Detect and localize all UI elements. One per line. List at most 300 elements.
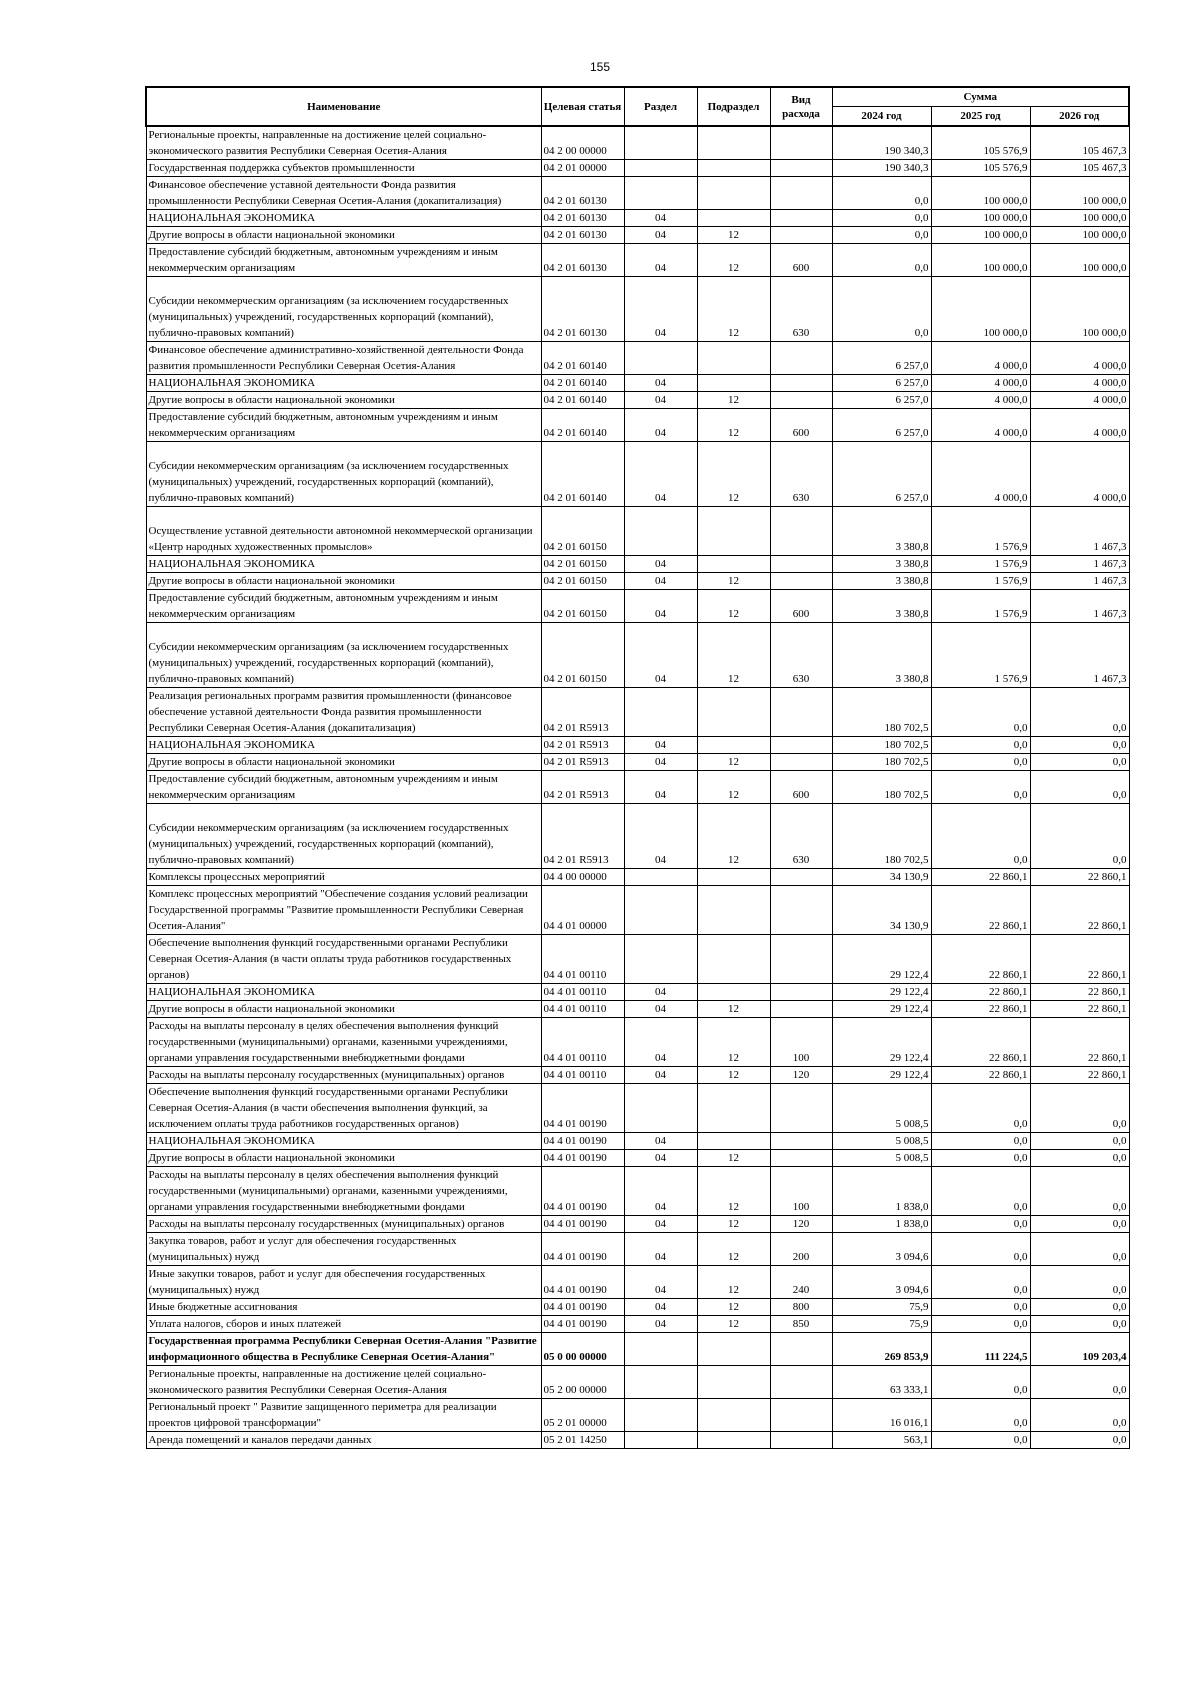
row-subsection: 12 (697, 1150, 770, 1167)
row-sum-2024: 34 130,9 (832, 869, 931, 886)
row-sum-2026: 0,0 (1030, 1366, 1129, 1399)
row-code: 04 4 01 00110 (541, 935, 624, 984)
row-subsection (697, 556, 770, 573)
row-section: 04 (624, 804, 697, 869)
header-subsection: Подраздел (697, 87, 770, 126)
row-name: Уплата налогов, сборов и иных платежей (146, 1316, 541, 1333)
row-type (770, 177, 832, 210)
row-sum-2024: 75,9 (832, 1316, 931, 1333)
row-code: 04 2 01 00000 (541, 160, 624, 177)
row-code: 04 4 01 00190 (541, 1084, 624, 1133)
row-name: Предоставление субсидий бюджетным, автономным учреждениям и иным некоммерческим организациям (146, 409, 541, 442)
row-sum-2026: 0,0 (1030, 804, 1129, 869)
row-name: Предоставление субсидий бюджетным, автономным учреждениям и иным некоммерческим организациям (146, 771, 541, 804)
row-sum-2026: 1 467,3 (1030, 556, 1129, 573)
row-type (770, 556, 832, 573)
row-subsection: 12 (697, 1216, 770, 1233)
table-row (146, 1216, 1129, 1233)
row-type (770, 737, 832, 754)
row-type (770, 1333, 832, 1366)
row-section (624, 688, 697, 737)
row-name: Расходы на выплаты персоналу государственных (муниципальных) органов (146, 1216, 541, 1233)
row-type (770, 392, 832, 409)
row-sum-2024: 180 702,5 (832, 737, 931, 754)
row-sum-2026: 22 860,1 (1030, 1018, 1129, 1067)
row-code: 04 4 01 00190 (541, 1299, 624, 1316)
row-name: Предоставление субсидий бюджетным, автономным учреждениям и иным некоммерческим организациям (146, 590, 541, 623)
row-code: 05 2 00 00000 (541, 1366, 624, 1399)
row-name: НАЦИОНАЛЬНАЯ ЭКОНОМИКА (146, 1133, 541, 1150)
row-sum-2026: 0,0 (1030, 754, 1129, 771)
row-name: Предоставление субсидий бюджетным, автономным учреждениям и иным некоммерческим организациям (146, 244, 541, 277)
row-sum-2025: 4 000,0 (931, 392, 1030, 409)
row-sum-2026: 22 860,1 (1030, 886, 1129, 935)
row-sum-2026: 105 467,3 (1030, 126, 1129, 160)
row-type: 120 (770, 1216, 832, 1233)
row-section: 04 (624, 573, 697, 590)
row-type (770, 507, 832, 556)
row-code: 05 2 01 14250 (541, 1432, 624, 1449)
row-sum-2024: 3 380,8 (832, 507, 931, 556)
row-section: 04 (624, 375, 697, 392)
row-type (770, 1001, 832, 1018)
row-type (770, 1366, 832, 1399)
row-subsection (697, 984, 770, 1001)
row-sum-2024: 180 702,5 (832, 804, 931, 869)
row-sum-2025: 22 860,1 (931, 886, 1030, 935)
row-code: 04 2 01 60150 (541, 507, 624, 556)
table-row (146, 1266, 1129, 1299)
row-type (770, 1084, 832, 1133)
row-section: 04 (624, 1167, 697, 1216)
row-sum-2026: 0,0 (1030, 1167, 1129, 1216)
row-sum-2024: 190 340,3 (832, 160, 931, 177)
row-sum-2024: 6 257,0 (832, 442, 931, 507)
row-sum-2025: 0,0 (931, 1167, 1030, 1216)
table-row (146, 277, 1129, 342)
row-name: Другие вопросы в области национальной экономики (146, 227, 541, 244)
row-name: Другие вопросы в области национальной экономики (146, 573, 541, 590)
row-code: 04 4 01 00190 (541, 1233, 624, 1266)
row-sum-2026: 0,0 (1030, 1150, 1129, 1167)
row-sum-2026: 0,0 (1030, 1399, 1129, 1432)
row-sum-2026: 4 000,0 (1030, 375, 1129, 392)
row-subsection: 12 (697, 409, 770, 442)
row-sum-2025: 100 000,0 (931, 277, 1030, 342)
row-sum-2025: 22 860,1 (931, 1018, 1030, 1067)
row-section (624, 1399, 697, 1432)
row-code: 04 4 01 00190 (541, 1167, 624, 1216)
row-subsection (697, 1084, 770, 1133)
row-sum-2026: 0,0 (1030, 1216, 1129, 1233)
header-year-2026: 2026 год (1030, 107, 1129, 127)
row-sum-2024: 190 340,3 (832, 126, 931, 160)
table-row (146, 1366, 1129, 1399)
row-subsection: 12 (697, 623, 770, 688)
row-subsection (697, 160, 770, 177)
table-row (146, 210, 1129, 227)
row-type: 600 (770, 771, 832, 804)
row-section: 04 (624, 556, 697, 573)
table-row (146, 126, 1129, 160)
row-sum-2025: 0,0 (931, 1399, 1030, 1432)
row-code: 04 2 01 60140 (541, 392, 624, 409)
row-sum-2026: 4 000,0 (1030, 342, 1129, 375)
row-type: 630 (770, 277, 832, 342)
row-sum-2024: 0,0 (832, 227, 931, 244)
row-section (624, 1366, 697, 1399)
row-sum-2026: 0,0 (1030, 771, 1129, 804)
table-row (146, 556, 1129, 573)
row-subsection: 12 (697, 1167, 770, 1216)
row-section: 04 (624, 1018, 697, 1067)
row-sum-2025: 1 576,9 (931, 507, 1030, 556)
row-name: Обеспечение выполнения функций государственными органами Республики Северная Осетия-Алания (в части обеспечения выполнения функций, за исключением оплаты труда работников государственных органов) (146, 1084, 541, 1133)
row-sum-2026: 0,0 (1030, 1316, 1129, 1333)
row-subsection: 12 (697, 244, 770, 277)
row-type (770, 754, 832, 771)
row-type (770, 688, 832, 737)
header-sum: Сумма (832, 87, 1129, 107)
row-name: Закупка товаров, работ и услуг для обеспечения государственных (муниципальных) нужд (146, 1233, 541, 1266)
row-sum-2024: 3 380,8 (832, 623, 931, 688)
row-sum-2024: 6 257,0 (832, 392, 931, 409)
row-sum-2026: 1 467,3 (1030, 507, 1129, 556)
row-code: 04 4 01 00110 (541, 1018, 624, 1067)
row-subsection: 12 (697, 573, 770, 590)
row-section: 04 (624, 227, 697, 244)
row-subsection (697, 177, 770, 210)
row-subsection (697, 1399, 770, 1432)
table-row (146, 984, 1129, 1001)
row-subsection: 12 (697, 1316, 770, 1333)
row-type: 850 (770, 1316, 832, 1333)
row-code: 04 4 01 00110 (541, 1067, 624, 1084)
row-sum-2024: 3 380,8 (832, 590, 931, 623)
row-section (624, 1084, 697, 1133)
row-subsection: 12 (697, 1018, 770, 1067)
header-year-2024: 2024 год (832, 107, 931, 127)
row-name: Иные бюджетные ассигнования (146, 1299, 541, 1316)
row-type: 240 (770, 1266, 832, 1299)
row-section: 04 (624, 210, 697, 227)
row-code: 04 2 01 60150 (541, 573, 624, 590)
row-name: Иные закупки товаров, работ и услуг для обеспечения государственных (муниципальных) нужд (146, 1266, 541, 1299)
table-row (146, 375, 1129, 392)
row-code: 04 2 01 60150 (541, 590, 624, 623)
row-sum-2024: 75,9 (832, 1299, 931, 1316)
row-name: Аренда помещений и каналов передачи данных (146, 1432, 541, 1449)
row-sum-2025: 22 860,1 (931, 1067, 1030, 1084)
row-section: 04 (624, 277, 697, 342)
table-row (146, 623, 1129, 688)
row-section: 04 (624, 1299, 697, 1316)
header-section: Раздел (624, 87, 697, 126)
table-row (146, 409, 1129, 442)
row-section (624, 177, 697, 210)
row-subsection (697, 375, 770, 392)
row-type (770, 1133, 832, 1150)
row-subsection (697, 1432, 770, 1449)
row-code: 04 4 01 00190 (541, 1216, 624, 1233)
row-section: 04 (624, 1001, 697, 1018)
row-sum-2024: 34 130,9 (832, 886, 931, 935)
table-row (146, 1167, 1129, 1216)
row-code: 04 2 01 60140 (541, 442, 624, 507)
row-section (624, 935, 697, 984)
row-code: 04 4 01 00190 (541, 1133, 624, 1150)
row-code: 04 2 01 60130 (541, 277, 624, 342)
row-sum-2024: 0,0 (832, 210, 931, 227)
row-sum-2026: 0,0 (1030, 1233, 1129, 1266)
row-sum-2025: 111 224,5 (931, 1333, 1030, 1366)
row-sum-2026: 4 000,0 (1030, 409, 1129, 442)
table-row (146, 1150, 1129, 1167)
row-subsection (697, 507, 770, 556)
table-row (146, 688, 1129, 737)
row-subsection (697, 935, 770, 984)
table-row (146, 227, 1129, 244)
table-row (146, 392, 1129, 409)
row-sum-2025: 0,0 (931, 1150, 1030, 1167)
row-sum-2026: 4 000,0 (1030, 442, 1129, 507)
row-type (770, 573, 832, 590)
row-sum-2026: 0,0 (1030, 1133, 1129, 1150)
row-sum-2024: 180 702,5 (832, 688, 931, 737)
row-sum-2025: 22 860,1 (931, 869, 1030, 886)
row-code: 04 4 01 00190 (541, 1150, 624, 1167)
row-sum-2025: 100 000,0 (931, 227, 1030, 244)
row-section: 04 (624, 590, 697, 623)
row-sum-2024: 0,0 (832, 177, 931, 210)
row-type (770, 342, 832, 375)
row-sum-2024: 5 008,5 (832, 1150, 931, 1167)
row-code: 04 2 01 60140 (541, 409, 624, 442)
row-name: Расходы на выплаты персоналу в целях обеспечения выполнения функций государственными (муниципальными) органами, казенными учреждениями, органами управления государственными внебюджетными фондами (146, 1167, 541, 1216)
row-sum-2024: 29 122,4 (832, 1001, 931, 1018)
row-type: 630 (770, 804, 832, 869)
row-sum-2025: 1 576,9 (931, 556, 1030, 573)
row-sum-2025: 22 860,1 (931, 935, 1030, 984)
row-sum-2024: 6 257,0 (832, 375, 931, 392)
row-sum-2025: 1 576,9 (931, 573, 1030, 590)
row-sum-2025: 0,0 (931, 754, 1030, 771)
row-type (770, 886, 832, 935)
row-subsection (697, 886, 770, 935)
row-name: Реализация региональных программ развития промышленности (финансовое обеспечение уставной деятельности Фонда развития промышленности Республики Северная Осетия-Алания (докапитализация) (146, 688, 541, 737)
row-type: 600 (770, 409, 832, 442)
row-sum-2026: 1 467,3 (1030, 573, 1129, 590)
row-name: Комплекс процессных мероприятий "Обеспечение создания условий реализации Государственной программы "Развитие промышленности Республики Северная Осетия-Алания" (146, 886, 541, 935)
row-sum-2026: 109 203,4 (1030, 1333, 1129, 1366)
row-name: Финансовое обеспечение административно-хозяйственной деятельности Фонда развития промышленности Республики Северная Осетия-Алания (146, 342, 541, 375)
table-row (146, 1133, 1129, 1150)
row-sum-2024: 6 257,0 (832, 342, 931, 375)
row-name: Финансовое обеспечение уставной деятельности Фонда развития промышленности Республики Северная Осетия-Алания (докапитализация) (146, 177, 541, 210)
table-row (146, 771, 1129, 804)
row-sum-2024: 5 008,5 (832, 1133, 931, 1150)
row-type (770, 1432, 832, 1449)
row-code: 04 4 01 00000 (541, 886, 624, 935)
row-sum-2024: 0,0 (832, 244, 931, 277)
row-name: НАЦИОНАЛЬНАЯ ЭКОНОМИКА (146, 737, 541, 754)
row-section: 04 (624, 984, 697, 1001)
row-name: Субсидии некоммерческим организациям (за исключением государственных (муниципальных) учреждений, государственных корпораций (компаний), публично-правовых компаний) (146, 442, 541, 507)
row-type (770, 375, 832, 392)
row-section (624, 342, 697, 375)
table-row (146, 1001, 1129, 1018)
row-type (770, 869, 832, 886)
table-row (146, 177, 1129, 210)
row-type: 600 (770, 244, 832, 277)
row-name: НАЦИОНАЛЬНАЯ ЭКОНОМИКА (146, 984, 541, 1001)
row-sum-2025: 4 000,0 (931, 409, 1030, 442)
row-sum-2024: 29 122,4 (832, 1067, 931, 1084)
row-code: 04 2 01 60130 (541, 227, 624, 244)
row-code: 04 2 01 60130 (541, 177, 624, 210)
row-subsection: 12 (697, 754, 770, 771)
table-body (146, 126, 1129, 1449)
row-sum-2026: 1 467,3 (1030, 590, 1129, 623)
row-name: Региональные проекты, направленные на достижение целей социально-экономического развития Республики Северная Осетия-Алания (146, 1366, 541, 1399)
row-type (770, 935, 832, 984)
row-sum-2024: 0,0 (832, 277, 931, 342)
row-subsection (697, 1333, 770, 1366)
row-sum-2025: 0,0 (931, 1216, 1030, 1233)
row-subsection: 12 (697, 392, 770, 409)
row-sum-2024: 3 094,6 (832, 1233, 931, 1266)
row-code: 04 2 01 60140 (541, 375, 624, 392)
row-subsection: 12 (697, 771, 770, 804)
row-section: 04 (624, 737, 697, 754)
row-sum-2025: 4 000,0 (931, 442, 1030, 507)
row-name: Региональный проект " Развитие защищенного периметра для реализации проектов цифровой трансформации" (146, 1399, 541, 1432)
row-code: 04 2 01 R5913 (541, 737, 624, 754)
row-name: Региональные проекты, направленные на достижение целей социально-экономического развития Республики Северная Осетия-Алания (146, 126, 541, 160)
row-subsection: 12 (697, 590, 770, 623)
row-sum-2024: 1 838,0 (832, 1167, 931, 1216)
row-sum-2026: 22 860,1 (1030, 984, 1129, 1001)
row-section: 04 (624, 1316, 697, 1333)
row-code: 04 2 01 60140 (541, 342, 624, 375)
row-sum-2024: 16 016,1 (832, 1399, 931, 1432)
row-name: Осуществление уставной деятельности автономной некоммерческой организации «Центр народных художественных промыслов» (146, 507, 541, 556)
row-name: НАЦИОНАЛЬНАЯ ЭКОНОМИКА (146, 375, 541, 392)
row-sum-2025: 0,0 (931, 771, 1030, 804)
row-sum-2024: 5 008,5 (832, 1084, 931, 1133)
row-sum-2025: 0,0 (931, 1133, 1030, 1150)
row-name: НАЦИОНАЛЬНАЯ ЭКОНОМИКА (146, 210, 541, 227)
table-row (146, 1233, 1129, 1266)
row-name: Другие вопросы в области национальной экономики (146, 392, 541, 409)
row-section: 04 (624, 754, 697, 771)
table-row (146, 1299, 1129, 1316)
table-row (146, 1018, 1129, 1067)
row-code: 04 2 01 R5913 (541, 688, 624, 737)
table-row (146, 590, 1129, 623)
row-section: 04 (624, 1266, 697, 1299)
row-name: Расходы на выплаты персоналу государственных (муниципальных) органов (146, 1067, 541, 1084)
row-section (624, 1432, 697, 1449)
row-type (770, 160, 832, 177)
row-sum-2026: 0,0 (1030, 1299, 1129, 1316)
row-subsection: 12 (697, 442, 770, 507)
table-row (146, 1084, 1129, 1133)
budget-table (145, 86, 1130, 1449)
row-section: 04 (624, 1133, 697, 1150)
row-sum-2026: 0,0 (1030, 1432, 1129, 1449)
row-sum-2026: 100 000,0 (1030, 210, 1129, 227)
row-sum-2026: 4 000,0 (1030, 392, 1129, 409)
row-sum-2025: 0,0 (931, 1233, 1030, 1266)
row-type: 200 (770, 1233, 832, 1266)
table-row (146, 160, 1129, 177)
row-subsection: 12 (697, 1266, 770, 1299)
row-type (770, 1150, 832, 1167)
row-section: 04 (624, 1067, 697, 1084)
row-section: 04 (624, 244, 697, 277)
row-section: 04 (624, 392, 697, 409)
row-type: 120 (770, 1067, 832, 1084)
row-sum-2025: 100 000,0 (931, 177, 1030, 210)
table-row (146, 869, 1129, 886)
row-sum-2025: 1 576,9 (931, 590, 1030, 623)
row-section: 04 (624, 771, 697, 804)
header-type: Вид расхода (770, 87, 832, 126)
row-sum-2025: 22 860,1 (931, 984, 1030, 1001)
row-name: Обеспечение выполнения функций государственными органами Республики Северная Осетия-Алания (в части оплаты труда работников государственных органов) (146, 935, 541, 984)
table-row (146, 754, 1129, 771)
table-row (146, 244, 1129, 277)
row-sum-2024: 63 333,1 (832, 1366, 931, 1399)
row-sum-2025: 22 860,1 (931, 1001, 1030, 1018)
row-code: 04 4 00 00000 (541, 869, 624, 886)
row-section: 04 (624, 442, 697, 507)
row-code: 04 2 01 60130 (541, 210, 624, 227)
table-row (146, 935, 1129, 984)
row-subsection: 12 (697, 227, 770, 244)
row-section: 04 (624, 1150, 697, 1167)
row-section (624, 869, 697, 886)
table-row (146, 507, 1129, 556)
row-subsection (697, 737, 770, 754)
table-row (146, 886, 1129, 935)
row-section: 04 (624, 623, 697, 688)
row-sum-2024: 3 380,8 (832, 573, 931, 590)
row-sum-2025: 0,0 (931, 737, 1030, 754)
row-type: 630 (770, 623, 832, 688)
row-sum-2024: 180 702,5 (832, 754, 931, 771)
row-sum-2024: 269 853,9 (832, 1333, 931, 1366)
row-section: 04 (624, 409, 697, 442)
row-type: 100 (770, 1167, 832, 1216)
row-sum-2025: 0,0 (931, 688, 1030, 737)
row-sum-2025: 105 576,9 (931, 160, 1030, 177)
row-type: 630 (770, 442, 832, 507)
row-sum-2024: 3 380,8 (832, 556, 931, 573)
row-subsection: 12 (697, 1299, 770, 1316)
table-row (146, 1432, 1129, 1449)
row-name: Государственная программа Республики Северная Осетия-Алания "Развитие информационного общества в Республике Северная Осетия-Алания" (146, 1333, 541, 1366)
row-sum-2025: 0,0 (931, 1366, 1030, 1399)
page-number: 155 (589, 60, 611, 74)
row-name: Субсидии некоммерческим организациям (за исключением государственных (муниципальных) учреждений, государственных корпораций (компаний), публично-правовых компаний) (146, 623, 541, 688)
row-subsection: 12 (697, 1067, 770, 1084)
row-section (624, 507, 697, 556)
row-sum-2025: 4 000,0 (931, 375, 1030, 392)
row-code: 05 2 01 00000 (541, 1399, 624, 1432)
table-header (146, 87, 1129, 126)
